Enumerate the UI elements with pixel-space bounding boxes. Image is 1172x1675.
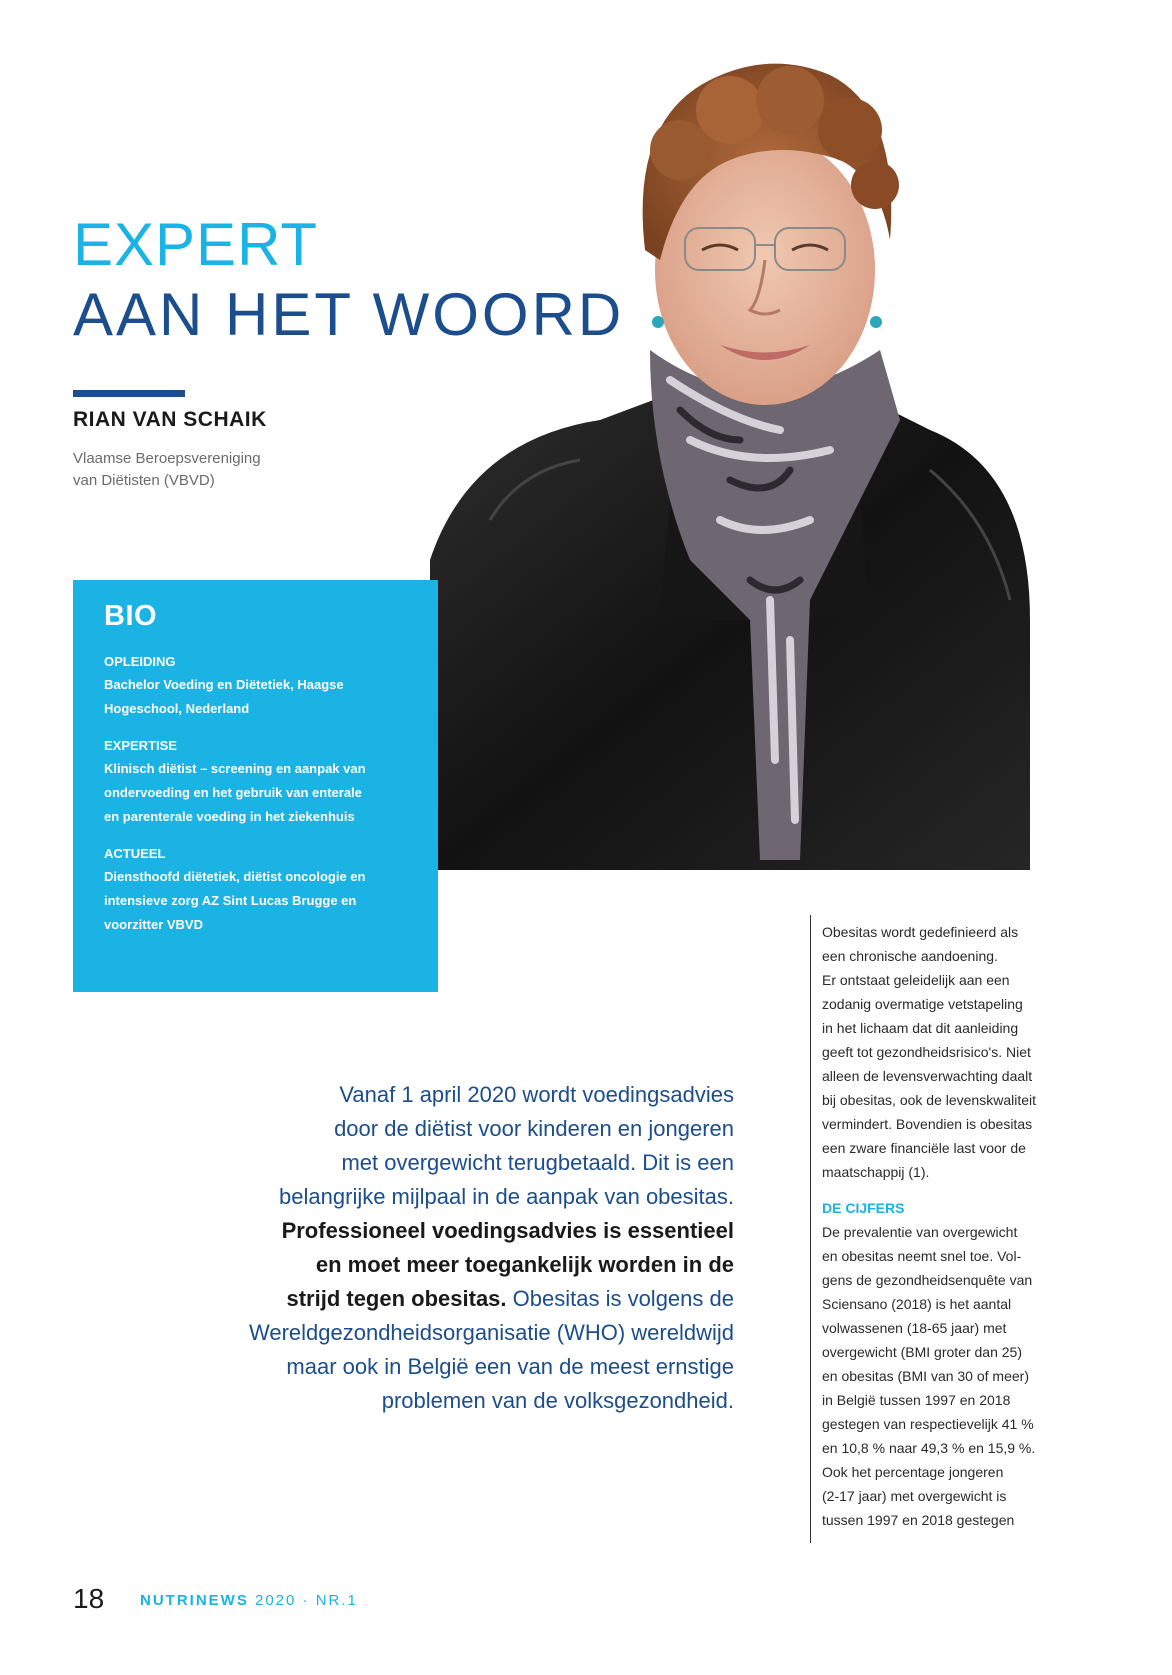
article-line: (2-17 jaar) met overgewicht is — [822, 1488, 1007, 1504]
article-line: volwassenen (18-65 jaar) met — [822, 1320, 1007, 1336]
article-line: Obesitas wordt gedefinieerd als — [822, 924, 1019, 940]
article-line: Sciensano (2018) is het aantal — [822, 1296, 1012, 1312]
bio-text-line: Hogeschool, Nederland — [104, 701, 250, 716]
article-line: bij obesitas, ook de levenskwaliteit — [822, 1092, 1037, 1108]
bio-section-opleiding — [104, 651, 410, 721]
article-line: zodanig overmatige vetstapeling — [822, 996, 1023, 1012]
author-name: RIAN VAN SCHAIK — [73, 408, 267, 431]
article-line: Er ontstaat geleidelijk aan een — [822, 972, 1010, 988]
pull-quote-line: problemen van de volksgezondheid. — [381, 1388, 734, 1413]
article-line: vermindert. Bovendien is obesitas — [822, 1116, 1033, 1132]
article-line: geeft tot gezondheidsrisico's. Niet — [822, 1044, 1031, 1060]
article-line: een chronische aandoening. — [822, 948, 998, 964]
page-number: 18 — [73, 1583, 105, 1614]
article-line: overgewicht (BMI groter dan 25) — [822, 1344, 1022, 1360]
bio-text-line: Diensthoofd diëtetiek, diëtist oncologie en — [104, 869, 366, 884]
article-line: een zware financiële last voor de — [822, 1140, 1026, 1156]
bio-text-line: Klinisch diëtist – screening en aanpak van — [104, 761, 366, 776]
pull-quote-line: Vanaf 1 april 2020 wordt voedingsadvies — [339, 1082, 734, 1107]
pull-quote-text: Obesitas is volgens de — [506, 1286, 734, 1311]
article-line: Ook het percentage jongeren — [822, 1464, 1004, 1480]
pull-quote-mixed-line — [128, 1282, 734, 1316]
magazine-issue: 2020 · NR.1 — [248, 1592, 358, 1609]
portrait-photo — [430, 0, 1072, 870]
bio-text-line: en parenterale voeding in het ziekenhuis — [104, 809, 355, 824]
article-line: alleen de levensverwachting daalt — [822, 1068, 1033, 1084]
article-column — [822, 920, 1074, 1532]
pull-quote-emphasis-line: en moet meer toegankelijk worden in de — [315, 1252, 734, 1277]
article-line: en obesitas (BMI van 30 of meer) — [822, 1368, 1029, 1384]
bio-heading: ACTUEEL — [104, 846, 166, 861]
article-line: tussen 1997 en 2018 gestegen — [822, 1512, 1015, 1528]
bio-text-line: intensieve zorg AZ Sint Lucas Brugge en — [104, 893, 357, 908]
article-line: en obesitas neemt snel toe. Vol- — [822, 1248, 1022, 1264]
bio-text-line: ondervoeding en het gebruik van enterale — [104, 785, 362, 800]
magazine-footer — [140, 1592, 358, 1609]
bio-section-actueel — [104, 843, 410, 937]
pull-quote — [128, 1078, 734, 1418]
pull-quote-emphasis-line: Professioneel voedingsadvies is essentieel — [281, 1218, 734, 1243]
bio-section-expertise — [104, 735, 410, 829]
bio-box — [73, 580, 438, 992]
bio-text-line: Bachelor Voeding en Diëtetiek, Haagse — [104, 677, 344, 692]
bio-heading: OPLEIDING — [104, 654, 176, 669]
bio-heading: EXPERTISE — [104, 738, 177, 753]
magazine-name: NUTRINEWS — [140, 1592, 249, 1609]
pull-quote-line: belangrijke mijlpaal in de aanpak van obesitas. — [279, 1184, 734, 1209]
pull-quote-line: Wereldgezondheidsorganisatie (WHO) wereldwijd — [248, 1320, 734, 1345]
pull-quote-line: met overgewicht terugbetaald. Dit is een — [341, 1150, 734, 1175]
article-line: De prevalentie van overgewicht — [822, 1224, 1018, 1240]
article-line: en 10,8 % naar 49,3 % en 15,9 %. — [822, 1440, 1036, 1456]
pull-quote-line: maar ook in België een van de meest ernstige — [286, 1354, 734, 1379]
pull-quote-line: door de diëtist voor kinderen en jongeren — [334, 1116, 734, 1141]
column-divider — [810, 915, 811, 1543]
article-line: in het lichaam dat dit aanleiding — [822, 1020, 1019, 1036]
article-line: gens de gezondheidsenquête van — [822, 1272, 1033, 1288]
article-line: in België tussen 1997 en 2018 — [822, 1392, 1011, 1408]
pull-quote-emphasis: strijd tegen obesitas. — [286, 1286, 507, 1311]
bio-text-line: voorzitter VBVD — [104, 917, 203, 932]
title-expert: EXPERT — [73, 211, 318, 278]
author-organization — [73, 448, 333, 492]
title-divider — [73, 390, 185, 397]
article-line: gestegen van respectievelijk 41 % — [822, 1416, 1034, 1432]
author-org-line: van Diëtisten (VBVD) — [73, 472, 215, 489]
article-line: maatschappij (1). — [822, 1164, 930, 1180]
author-org-line: Vlaamse Beroepsvereniging — [73, 450, 261, 467]
bio-title: BIO — [104, 600, 158, 632]
section-heading-de-cijfers: DE CIJFERS — [822, 1200, 905, 1216]
title-aan-het-woord: AAN HET WOORD — [73, 281, 625, 348]
